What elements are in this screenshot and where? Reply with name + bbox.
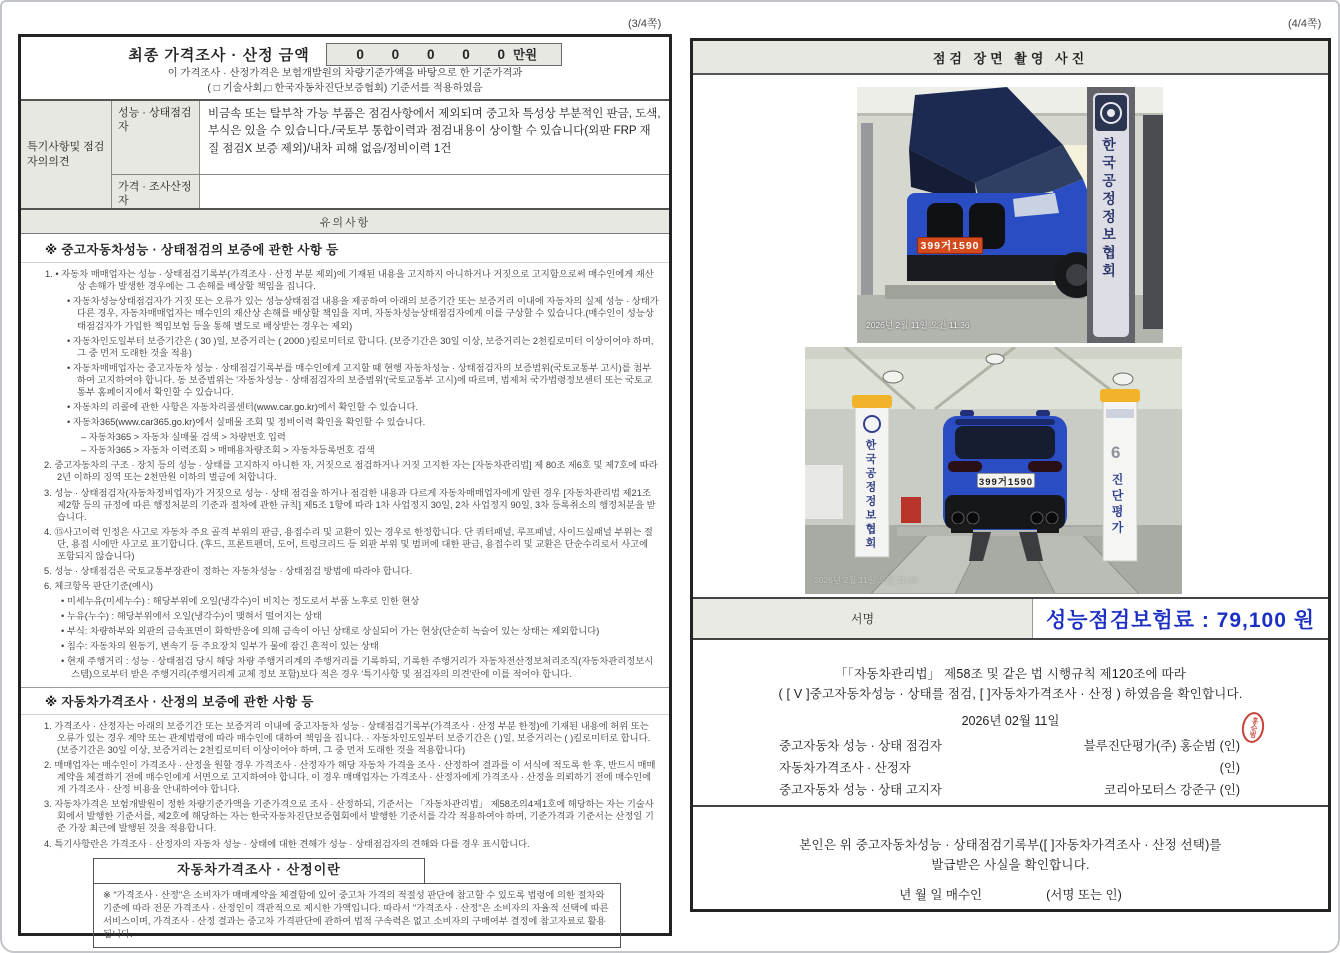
bay-number-label: 6 bbox=[1111, 443, 1121, 462]
notice-line: – 자동차365 > 자동차 이력조회 > 매매용차량조회 > 자동차등록번호 검색 bbox=[81, 445, 375, 456]
red-seal-stamp: 홍순범 bbox=[1240, 710, 1267, 744]
notice-line: • 자동차365(www.car365.go.kr)에서 실매물 조회 및 정비이력 확인을 확인할 수 있습니다. bbox=[67, 417, 426, 428]
notice-band: 유의사항 bbox=[21, 210, 669, 234]
opinion-content-inspector: 비금속 또는 탈부착 가능 부품은 점검사항에서 제외되며 중고차 특성상 부분적인 판금, 도색, 부식은 있을 수 있습니다./국토부 통합이력과 점검내용이 상이할 수 있습니다(외판 FRP 재질 점검X 보증 제외)/내차 피해 없음/정비이력 1건 bbox=[200, 101, 669, 175]
notice-line: • 자동차매매업자는 중고자동차 성능 · 상태점검기록부를 매수인에게 고지할 때 현행 자동차성능 · 상태점검자의 보증범위(국토교통부 고시)를 첨부하여 고지하여야 합니다. 동 보증범위는 '자동차성능 · 상태점검자의 보증범위'(국토교통부 고시)에 따르며, 법제처 국가법령정보센터 또는 국토교통부 홈페이지에서 확인할 수 있습니다. bbox=[67, 362, 653, 397]
inspection-photo-rear bbox=[805, 347, 1182, 594]
diagnosis-pillar-label: 진단평가 bbox=[1110, 473, 1124, 537]
license-plate-front: 399거1590 bbox=[917, 237, 983, 254]
notice-line: • 미세누유(미세누수) : 해당부위에 오일(냉각수)이 비치는 정도로서 부품 노후로 인한 현상 bbox=[61, 596, 420, 607]
license-plate-rear: 399거1590 bbox=[977, 473, 1035, 488]
notice-line: 3. 자동차가격은 보험개발원이 정한 차량기준가액을 기준가격으로 조사 · 산정하되, 기준서는 「자동차관리법」 제58조의4제1호에 해당하는 자는 기술사회에서 발행한 기준서를, 제2호에 해당하는 자는 한국자동차진단보증협회에서 발행한 기준서를 각각 적용하여야 하며, 기준가격과 기준서는 산정일 기준 가장 최근에 발행된 것을 적용합니다. bbox=[44, 799, 654, 834]
buyer-sign-or-seal: (서명 또는 인) bbox=[1046, 888, 1122, 902]
role-row-inspector bbox=[693, 736, 1328, 754]
notice-line: • 부식: 차량하부와 외판의 금속표면이 화학반응에 의해 금속이 아닌 상태로 상실되어 가는 현상(단순히 녹슬어 있는 상태는 제외합니다) bbox=[61, 626, 600, 637]
price-appraisal-info-box bbox=[93, 858, 621, 948]
role-row-appraiser bbox=[693, 758, 1328, 776]
association-banner-text: 한국공정정보협회 bbox=[1101, 137, 1117, 281]
notice-line: • 침수: 자동차의 원동기, 변속기 등 주요장치 일부가 물에 잠긴 흔적이 있는 상태 bbox=[61, 641, 379, 652]
amount-digits: 0 0 0 0 0 bbox=[356, 46, 517, 62]
buyer-line-2: 발급받은 사실을 확인합니다. bbox=[931, 858, 1090, 872]
document-page-3 bbox=[18, 34, 672, 939]
section1-title: ※ 중고자동차성능 · 상태점검의 보증에 관한 사항 등 bbox=[45, 243, 339, 257]
role-label: 중고자동차 성능 · 상태 점검자 bbox=[779, 739, 942, 753]
notice-line: 1. • 자동차 매매업자는 성능 · 상태점검기록부(가격조사 · 산정 부분 제외)에 기재된 내용을 고지하지 아니하거나 거짓으로 고지함으로써 매수인에게 재산상 손해가 발생한 경우에는 그 손해를 배상할 책임을 집니다. bbox=[45, 269, 654, 292]
notice-line: • 누유(누수) : 해당부위에서 오일(냉각수)이 맺혀서 떨어지는 상태 bbox=[61, 611, 322, 622]
inspection-insurance-fee: 성능점검보험료 : 79,100 원 bbox=[1045, 608, 1315, 632]
role-value: (인) bbox=[1219, 761, 1240, 775]
opinion-label-inspector: 성능 · 상태점검자 bbox=[112, 101, 200, 175]
opinion-content-appraiser bbox=[200, 175, 669, 208]
divider bbox=[21, 687, 669, 688]
final-price-amount-box bbox=[326, 43, 562, 66]
photo-section-title: 점검 장면 촬영 사진 bbox=[693, 41, 1328, 75]
notice-line: 3. 성능 · 상태점검자(자동차정비업자)가 거짓으로 성능 · 상태 점검을 하거나 점검한 내용과 다르게 자동차매매업자에게 알린 경우 [자동차관리법 제21조 제2항 등의 규정에 따른 행정처분의 기준과 절차에 관한 규칙] 제5조 1항에 따라 1차 사업정지 30일, 2차 사업정지 90일, 3차 등록취소의 행정처분을 받습니다. bbox=[44, 487, 656, 522]
role-value: 코리아모터스 강준구 (인) bbox=[1103, 783, 1240, 797]
photo-timestamp: 2026년 2월 11일 오전 11:36 bbox=[866, 320, 970, 330]
info-box-title: 자동차가격조사 · 산정이란 bbox=[93, 858, 425, 884]
final-price-title: 최종 가격조사 · 산정 금액 bbox=[128, 46, 310, 64]
opinion-label-appraiser: 가격 · 조사산정자 bbox=[112, 175, 200, 208]
final-price-header bbox=[21, 37, 669, 101]
notice-line: 1. 가격조사 · 산정자는 아래의 보증기간 또는 보증거리 이내에 중고자동차 성능 · 상태점검기록부(가격조사 · 산정 부분 한정)에 기재된 내용에 허위 또는 오류가 있는 경우 계약 또는 관계법령에 따라 매수인에 대하여 책임을 집니다. · 자동차인도일부터 보증기간은 ( )일, 보증거리는 ( )킬로미터로 합니다. (보증기간은 30일 이상, 보증거리는 2천킬로미터 이상이어야 하며, 그 중 먼저 도래한 것을 적용합니다) bbox=[44, 720, 651, 755]
notice-line: 6. 체크항목 판단기준(예시) bbox=[44, 581, 153, 592]
notice-line: 2. 중고자동차의 구조 · 장치 등의 성능 · 상태를 고지하지 아니한 자, 거짓으로 점검하거나 거짓 고지한 자는 [자동차관리법] 제 80조 제6호 및 제7호에 따라 2년 이하의 징역 또는 2천만원 이하의 벌금에 처합니다. bbox=[44, 460, 658, 483]
photo-front-illustration bbox=[857, 87, 1163, 343]
notice-line: • 자동차의 리콜에 관한 사항은 자동차리콜센터(www.car.go.kr)에서 확인할 수 있습니다. bbox=[67, 402, 419, 413]
notice-line: – 자동차365 > 자동차 실매물 검색 > 차량번호 입력 bbox=[81, 432, 286, 443]
notice-body bbox=[21, 234, 669, 948]
signature-row bbox=[693, 597, 1328, 640]
section2-title: ※ 자동차가격조사 · 산정의 보증에 관한 사항 등 bbox=[45, 694, 314, 709]
buyer-line-1: 본인은 위 중고자동차성능 · 상태점검기록부([ ]자동차가격조사 · 산정 선택)를 bbox=[799, 838, 1222, 852]
photo-rear-illustration bbox=[805, 347, 1182, 594]
signature-label: 서명 bbox=[693, 599, 1033, 638]
final-price-subtitle-2: ( □ 기술사회,□ 한국자동차진단보증협회) 기준서를 적용하였음 bbox=[207, 82, 483, 94]
divider bbox=[21, 714, 669, 715]
notice-line: • 자동차인도일부터 보증기간은 ( 30 )일, 보증거리는 ( 2000 )킬로미터로 합니다. (보증기간은 30일 이상, 보증거리는 2천킬로미터 이상이어야 하며, 그 중 먼저 도래한 것을 적용) bbox=[67, 335, 654, 358]
page-indicator-left: (3/4쪽) bbox=[628, 18, 662, 30]
notice-line: 2. 매매업자는 매수인이 가격조사 · 산정을 원할 경우 가격조사 · 산정자가 해당 자동차 가격을 조사 · 산정하여 결과를 이 서식에 적도록 한 후, 반드시 매매계약을 체결하기 전에 매수인에게 서면으로 고지하여야 합니다. 이 경우 매매업자는 가격조사 · 산정자에게 가격조사 · 산정을 의뢰하기 전에 매수인에게 가격조사 · 산정 비용을 안내하여야 합니다. bbox=[44, 760, 656, 795]
inspection-photos-area bbox=[693, 75, 1328, 597]
role-label: 중고자동차 성능 · 상태 고지자 bbox=[779, 783, 942, 797]
buyer-date-and-name: 년 월 일 매수인 bbox=[899, 888, 983, 902]
page-indicator-right: (4/4쪽) bbox=[1288, 18, 1322, 30]
confirmation-line-2: ( [ V ]중고자동차성능 · 상태를 점검, [ ]자동차가격조사 · 산정 ) 하였음을 확인합니다. bbox=[778, 687, 1243, 701]
final-price-subtitle-1: 이 가격조사 · 산정가격은 보험개발원의 차량기준가액을 바탕으로 한 기준가격과 bbox=[167, 68, 523, 79]
confirmation-date: 2026년 02월 11일 bbox=[961, 714, 1060, 728]
photo-timestamp: 2026년 2월 11일 오전 11:36 bbox=[814, 575, 918, 585]
inspector-opinion-table bbox=[21, 101, 669, 210]
divider bbox=[21, 262, 669, 263]
amount-unit: 만원 bbox=[512, 48, 538, 62]
opinion-row-header: 특기사항및 점검자의의견 bbox=[21, 101, 112, 208]
role-label: 자동차가격조사 · 산정자 bbox=[779, 761, 911, 775]
confirmation-section bbox=[693, 640, 1328, 805]
confirmation-line-1: 「「자동차관리법」 제58조 및 같은 법 시행규칙 제120조에 따라 bbox=[834, 667, 1187, 681]
document-page-4 bbox=[690, 38, 1331, 912]
notice-line: 5. 성능 · 상태점검은 국토교통부장관이 정하는 자동차성능 · 상태점검 방법에 따라야 합니다. bbox=[44, 565, 413, 576]
notice-line: • 자동차성능상태점검자가 거짓 또는 오류가 있는 성능상태점검 내용을 제공하여 아래의 보증기간 또는 보증거리 이내에 자동차의 실제 성능 · 상태가 다른 경우, 자동차매매업자는 매수인의 재산상 손해를 배상할 책임을 지며, 자동차성능상태점검자에게 이를 구상할 수 있습니다.(매수인이 성능상태점검자가 가입한 책임보험 등을 통해 별도로 배상받는 경우는 제외) bbox=[67, 296, 659, 331]
buyer-confirmation-box bbox=[693, 805, 1328, 909]
notice-line: 4. ⑮사고이력 인정은 사고로 자동차 주요 골격 부위의 판금, 용접수리 및 교환이 있는 경우로 한정합니다. 단 쿼터패널, 루프패널, 사이드실패널 부위는 절단, 용접 시에만 사고로 표기합니다. (후드, 프론트펜더, 도어, 트렁크리드 등 외판 부위 및 범퍼에 대한 판금, 용접수리 및 교환은 단순수리로서 사고에 포함되지 않습니다) bbox=[44, 526, 653, 561]
info-box-body: ※ "가격조사 · 산정"은 소비자가 매매계약을 체결함에 있어 중고차 가격의 적절성 판단에 참고할 수 있도록 법령에 의한 절차와 기준에 따라 전문 가격조사 · 산정인이 객관적으로 제시한 가액입니다. 따라서 "가격조사 · 산정"은 소비자의 자율적 선택에 따른 서비스이며, 가격조사 · 산정 결과는 중고차 가격판단에 관하여 법적 구속력은 없고 소비자의 구매여부 결정에 참고자료로 활용됩니다. bbox=[93, 883, 621, 948]
inspection-photo-front bbox=[857, 87, 1163, 343]
role-row-notifier bbox=[693, 780, 1328, 798]
notice-line: 4. 특기사항란은 가격조사 · 산정자의 자동차 성능 · 상태에 대한 견해가 성능 · 상태점검자의 견해와 다를 경우 표시합니다. bbox=[44, 838, 530, 849]
association-banner-text: 한국공정정보협회 bbox=[864, 439, 876, 551]
role-value: 블루진단평가(주) 홍순범 (인) bbox=[1083, 739, 1240, 753]
notice-line: • 현재 주행거리 : 성능 · 상태점검 당시 해당 차량 주행거리계의 주행거리를 기록하되, 기록한 주행거리가 자동차전산정보처리조직(자동차관리정보시스템)으로부터 받은 주행거리(주행거리계 교체 정보 포함)보다 적은 경우 '특기사항 및 점검자의 의견'란에 이를 적어야 합니다. bbox=[61, 656, 654, 679]
